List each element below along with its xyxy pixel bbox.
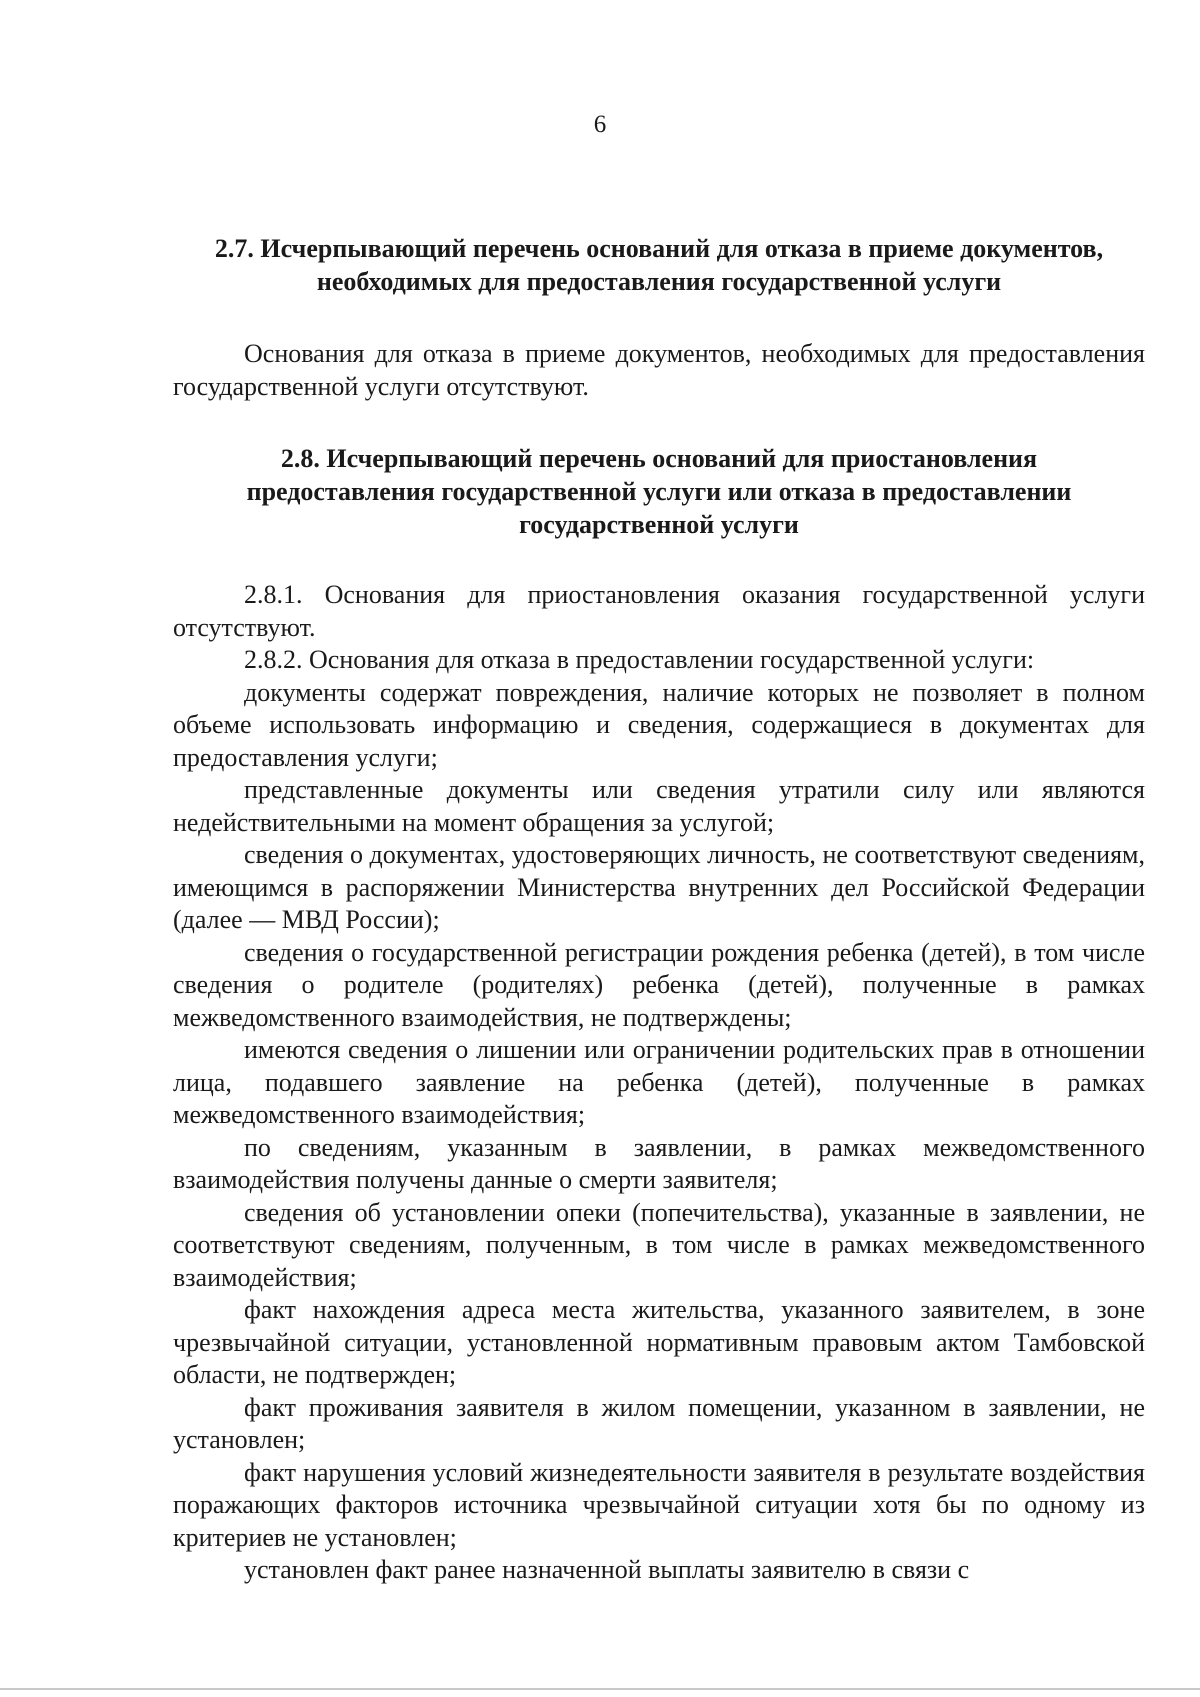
section-2-7-body [173, 338, 1145, 403]
page-number: 6 [593, 111, 607, 138]
heading-line: государственной услуги [519, 510, 799, 539]
paragraph: установлен факт ранее назначенной выплаты заявителю в связи с [244, 1555, 970, 1584]
section-2-7-heading [173, 232, 1145, 298]
section-2-8-body [173, 579, 1145, 1587]
heading-line: необходимых для предоставления государственной услуги [316, 267, 1002, 296]
paragraph: факт проживания заявителя в жилом помещении, указанном в заявлении, не установлен; [173, 1392, 1145, 1454]
paragraph: Основания для отказа в приеме документов, необходимых для предоставления государственной услуги отсутствуют. [173, 339, 1145, 401]
paragraph: факт нарушения условий жизнедеятельности заявителя в результате воздействия поражающих факторов источника чрезвычайной ситуации хотя бы по одному из критериев не установлен; [173, 1457, 1145, 1552]
paragraph: по сведениям, указанным в заявлении, в рамках межведомственного взаимодействия получены данные о смерти заявителя; [173, 1132, 1145, 1194]
paragraph: представленные документы или сведения утратили силу или являются недействительными на момент обращения за услугой; [173, 775, 1145, 837]
paragraph: факт нахождения адреса места жительства, указанного заявителем, в зоне чрезвычайной ситуации, установленной нормативным правовым актом Тамбовской области, не подтвержден; [173, 1295, 1145, 1389]
paragraph: имеются сведения о лишении или ограничении родительских прав в отношении лица, подавшего заявление на ребенка (детей), полученные в рамках межведомственного взаимодействия; [173, 1035, 1145, 1129]
heading-line: 2.7. Исчерпывающий перечень оснований для отказа в приеме документов, [214, 234, 1104, 263]
section-2-8-heading [173, 442, 1145, 541]
heading-line: предоставления государственной услуги или отказа в предоставлении [246, 477, 1072, 506]
scan-edge-divider [0, 1688, 1200, 1690]
paragraph: сведения об установлении опеки (попечительства), указанные в заявлении, не соответствуют сведениям, полученным, в том числе в рамках межведомственного взаимодействия; [173, 1197, 1145, 1292]
page-content [173, 232, 1145, 1587]
paragraph: 2.8.2. Основания для отказа в предоставлении государственной услуги: [244, 645, 1035, 674]
paragraph: сведения о документах, удостоверяющих личность, не соответствуют сведениям, имеющимся в распоряжении Министерства внутренних дел Российской Федерации (далее — МВД России); [173, 840, 1145, 934]
paragraph: 2.8.1. Основания для приостановления оказания государственной услуги отсутствуют. [173, 580, 1145, 642]
paragraph: сведения о государственной регистрации рождения ребенка (детей), в том числе сведения о родителе (родителях) ребенка (детей), полученные в рамках межведомственного взаимодействия, не подтверждены; [173, 937, 1145, 1032]
heading-line: 2.8. Исчерпывающий перечень оснований для приостановления [280, 444, 1038, 473]
paragraph: документы содержат повреждения, наличие которых не позволяет в полном объеме использовать информацию и сведения, содержащиеся в документах для предоставления услуги; [173, 677, 1145, 772]
